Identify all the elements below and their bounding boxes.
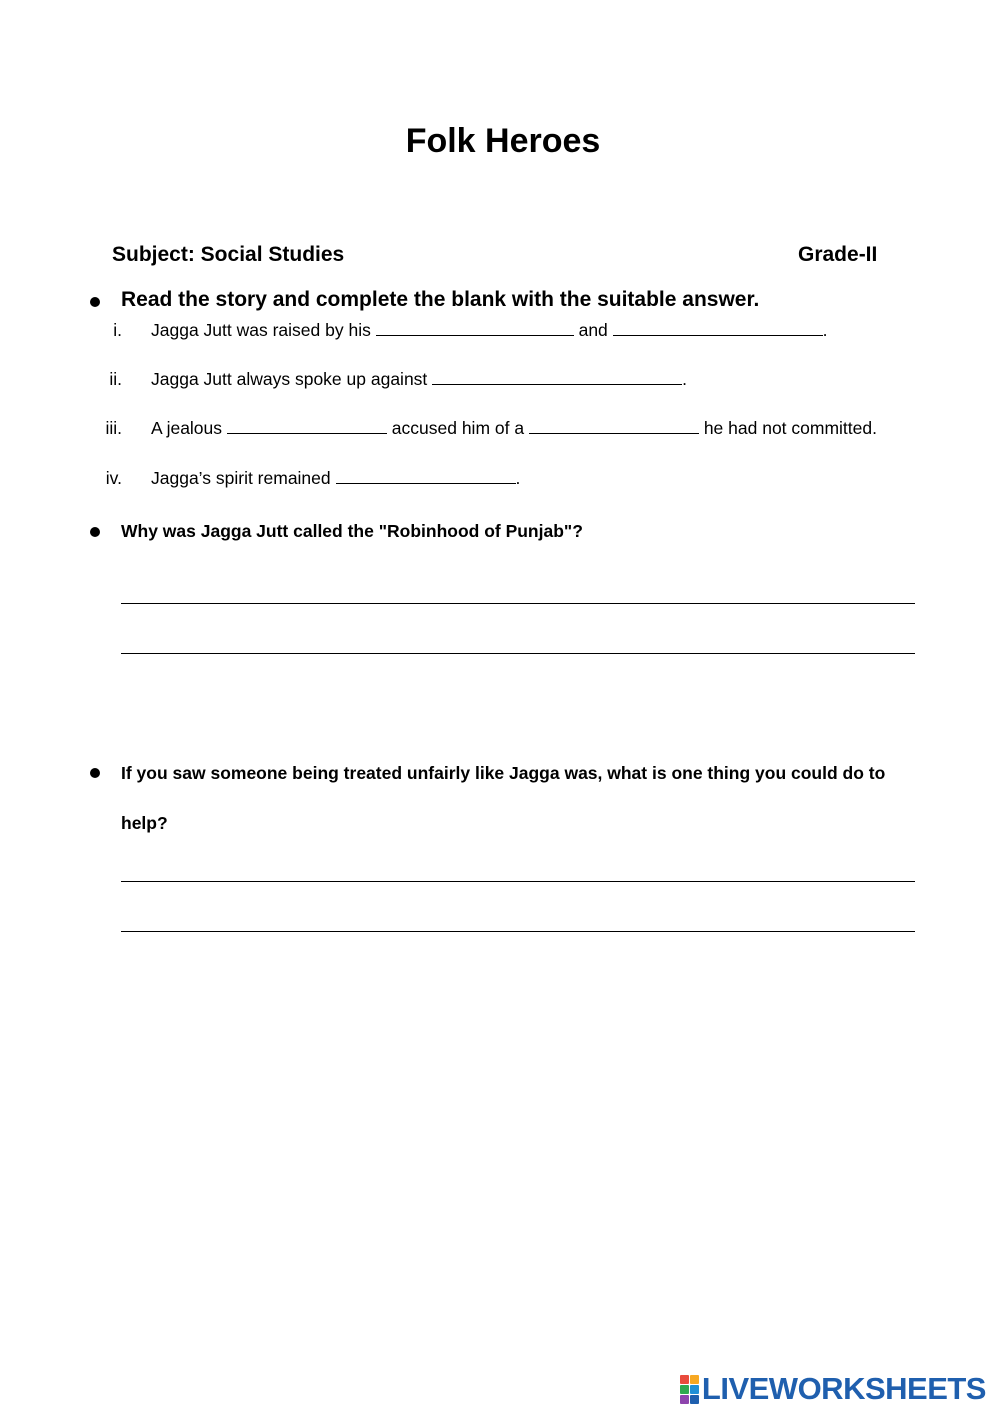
answer-line[interactable] xyxy=(121,653,915,654)
item-text: . xyxy=(515,468,521,488)
item-text: he had not committed. xyxy=(703,418,877,438)
item-text: and xyxy=(578,320,608,340)
question-help-line1: If you saw someone being treated unfairly like Jagga was, what is one thing you could do to xyxy=(121,763,886,783)
item-number: ii. xyxy=(109,369,122,389)
item-text: . xyxy=(682,369,688,389)
logo-square xyxy=(690,1375,699,1384)
question-robinhood: Why was Jagga Jutt called the "Robinhood of Punjab"? xyxy=(121,521,583,541)
fill-blank-item xyxy=(151,320,828,341)
fill-blank-instruction: Read the story and complete the blank with the suitable answer. xyxy=(121,288,760,311)
bullet-icon xyxy=(90,527,100,537)
question-help-line2: help? xyxy=(121,813,168,833)
item-number: iii. xyxy=(105,418,122,438)
answer-line[interactable] xyxy=(121,931,915,932)
fill-blank-item xyxy=(151,418,877,439)
answer-blank[interactable] xyxy=(336,469,516,484)
item-text: . xyxy=(822,320,828,340)
item-text: Jagga Jutt always spoke up against xyxy=(151,369,428,389)
liveworksheets-logo[interactable] xyxy=(680,1372,986,1406)
bullet-icon xyxy=(90,768,100,778)
grade-label: Grade-II xyxy=(798,243,878,266)
logo-square xyxy=(690,1395,699,1404)
liveworksheets-logo-icon xyxy=(680,1375,699,1404)
answer-line[interactable] xyxy=(121,603,915,604)
logo-square xyxy=(680,1375,689,1384)
item-text: Jagga Jutt was raised by his xyxy=(151,320,371,340)
fill-blank-item xyxy=(151,468,520,489)
item-text: A jealous xyxy=(151,418,223,438)
answer-line[interactable] xyxy=(121,881,915,882)
answer-blank[interactable] xyxy=(432,370,682,385)
logo-square xyxy=(680,1395,689,1404)
answer-blank[interactable] xyxy=(529,419,699,434)
item-number: iv. xyxy=(105,468,122,488)
logo-text: LIVEWORKSHEETS xyxy=(701,1371,986,1406)
item-text: accused him of a xyxy=(391,418,525,438)
logo-square xyxy=(680,1385,689,1394)
item-number: i. xyxy=(113,320,122,340)
bullet-icon xyxy=(90,297,100,307)
item-text: Jagga’s spirit remained xyxy=(151,468,331,488)
answer-blank[interactable] xyxy=(376,321,574,336)
logo-square xyxy=(690,1385,699,1394)
answer-blank[interactable] xyxy=(613,321,823,336)
fill-blank-item xyxy=(151,369,687,390)
page-title: Folk Heroes xyxy=(405,122,601,160)
answer-blank[interactable] xyxy=(227,419,387,434)
subject-label: Subject: Social Studies xyxy=(112,243,345,266)
